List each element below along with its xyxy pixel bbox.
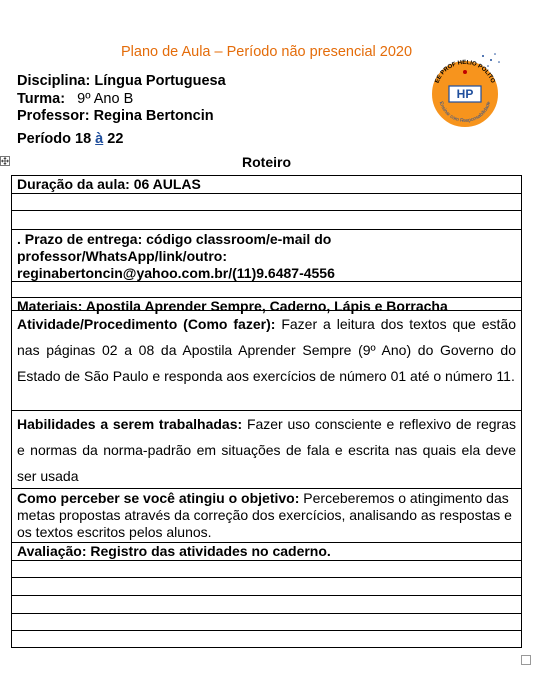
table-resize-handle[interactable] (521, 655, 531, 665)
atividade-value: Fazer a leitura dos textos que estão nas páginas 02 a 08 da Apostila Aprender Sempre (9º Ano) do Governo do Estado de São Paulo e responda aos exercícios de número 01 até o número 11. (17, 316, 517, 384)
objetivo-value: Perceberemos o atingimento das metas propostas através da correção dos exercícios, analisando as respostas e os textos escritos pelos alunos. (17, 490, 512, 540)
row-habilidades (12, 410, 521, 488)
disciplina-value: Língua Portuguesa (94, 73, 226, 89)
row-empty-5 (12, 577, 521, 595)
materiais-value: Apostila Aprender Sempre, Caderno, Lápis e Borracha (85, 298, 448, 314)
turma-value: 9º Ano B (77, 91, 134, 107)
professor-line (17, 108, 214, 125)
habilidades-value: Fazer uso consciente e reflexivo de regras e normas da norma-padrão em situações de fala e escrita nas quais ela deve ser usada (17, 416, 516, 484)
row-empty-7 (12, 613, 521, 630)
objetivo-label: Como perceber se você atingiu o objetivo: (17, 490, 300, 506)
logo-bottom-text: Ensinar com Responsabilidade (437, 100, 493, 125)
atividade-label: Atividade/Procedimento (Como fazer): (17, 316, 276, 332)
professor-value: Regina Bertoncin (93, 108, 214, 124)
professor-label: Professor: (17, 108, 90, 124)
row-empty-4 (12, 560, 521, 577)
document-title: Plano de Aula – Período não presencial 2020 (120, 44, 413, 60)
school-logo (425, 52, 505, 132)
periodo-sep: à (95, 131, 104, 147)
row-prazo: . Prazo de entrega: código classroom/e-mail do professor/WhatsApp/link/outro: reginabertoncin@yahoo.com.br/(11)9.6487-4556 (12, 229, 521, 281)
row-atividade (12, 310, 521, 413)
row-duracao: Duração da aula: 06 AULAS (12, 175, 521, 193)
periodo-line (17, 131, 123, 148)
turma-label: Turma: (17, 91, 66, 107)
row-avaliacao: Avaliação: Registro das atividades no caderno. (12, 542, 521, 560)
periodo-label: Período 18 (17, 131, 92, 147)
habilidades-label: Habilidades a serem trabalhadas: (17, 416, 243, 432)
disciplina-label: Disciplina: (17, 73, 91, 89)
roteiro-heading: Roteiro (242, 154, 291, 170)
lesson-table (11, 175, 522, 648)
logo-top-text: EE PROF HELIO POLITO (434, 59, 496, 85)
logo-stars (482, 53, 500, 67)
row-empty-2 (12, 210, 521, 229)
row-objetivo (12, 488, 521, 542)
row-empty-1 (12, 193, 521, 210)
logo-flame (463, 70, 467, 74)
disciplina-line (17, 73, 226, 90)
turma-line (17, 91, 133, 108)
materiais-label: Materiais: (17, 298, 83, 314)
row-empty-3 (12, 281, 521, 297)
logo-letters: HP (456, 87, 474, 101)
row-empty-8 (12, 630, 521, 648)
periodo-end: 22 (107, 131, 124, 147)
row-empty-6 (12, 595, 521, 613)
